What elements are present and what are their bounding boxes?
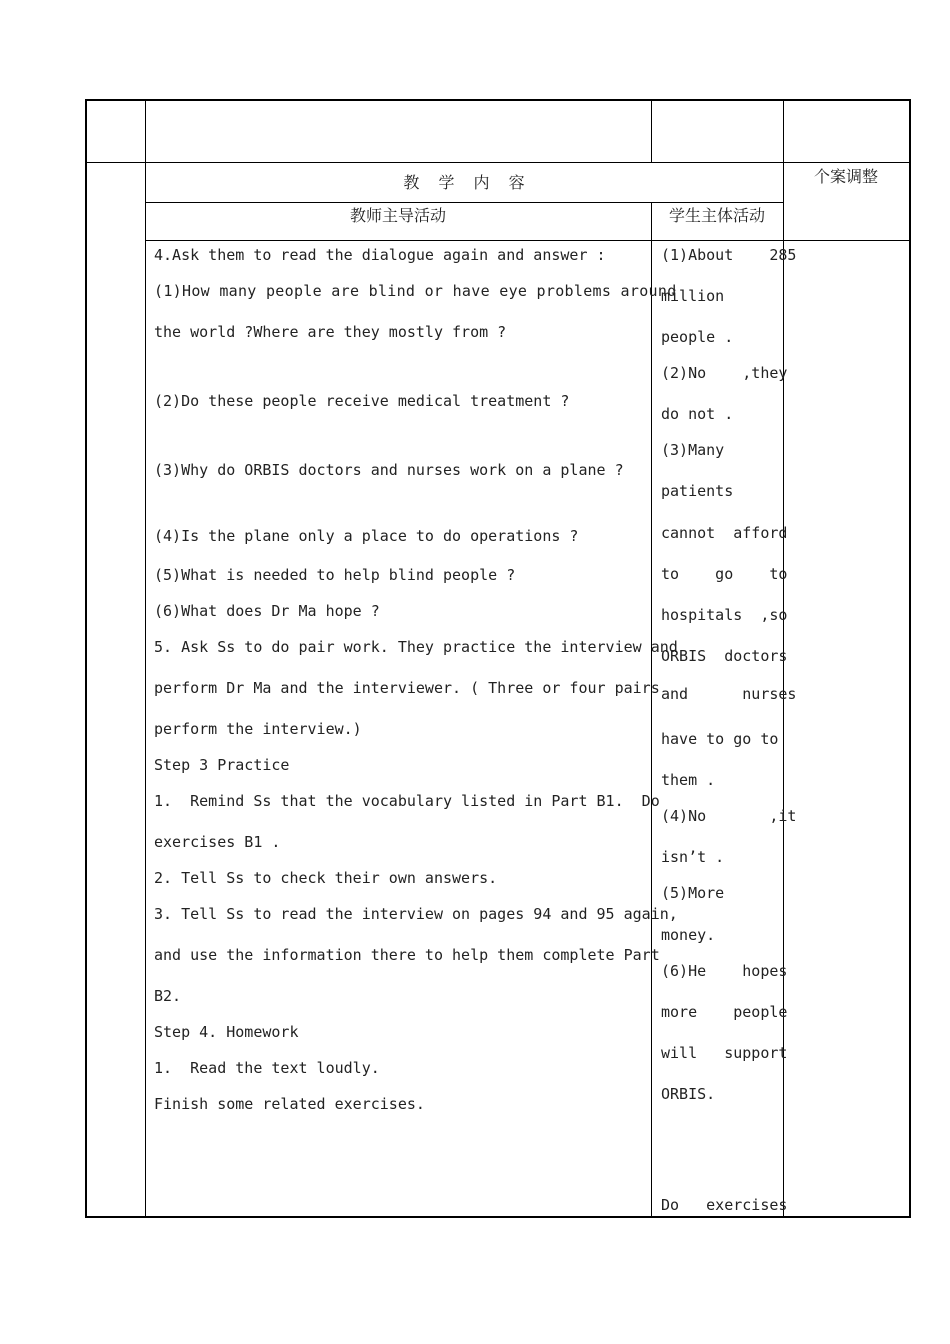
student-line: ORBIS doctors <box>661 647 788 665</box>
case-adjust-header: 个案调整 <box>814 167 879 186</box>
student-line: will support <box>661 1044 788 1062</box>
table-border-top <box>85 99 911 101</box>
student-line: patients <box>661 482 734 500</box>
teacher-line: Step 4. Homework <box>154 1023 299 1041</box>
student-line: isn’t . <box>661 848 725 866</box>
teacher-line: Step 3 Practice <box>154 756 290 774</box>
teacher-line: 5. Ask Ss to do pair work. They practice the interview and <box>154 638 678 656</box>
teacher-line: 1. Remind Ss that the vocabulary listed in Part B1. Do <box>154 792 660 810</box>
student-line: (5)More <box>661 884 725 902</box>
teacher-line: (1)How many people are blind or have eye problems around <box>154 282 677 300</box>
student-line: (4)No ,it <box>661 807 797 825</box>
teacher-line: (3)Why do ORBIS doctors and nurses work on a plane ? <box>154 461 624 479</box>
teacher-line: (4)Is the plane only a place to do operations ? <box>154 527 579 545</box>
teacher-line: 3. Tell Ss to read the interview on pages 94 and 95 again, <box>154 905 678 923</box>
student-line: million <box>661 287 725 305</box>
student-line: them . <box>661 771 716 789</box>
teacher-line: B2. <box>154 987 182 1005</box>
row-divider-1 <box>85 162 911 163</box>
teacher-line: 1. Read the text loudly. <box>154 1059 380 1077</box>
row-divider-3 <box>145 240 911 241</box>
teacher-line: 4.Ask them to read the dialogue again and answer : <box>154 246 606 264</box>
student-line: (3)Many <box>661 441 725 459</box>
content-title: 教 学 内 容 <box>403 173 525 192</box>
student-line: (1)About 285 <box>661 246 797 264</box>
teacher-line: the world ?Where are they mostly from ? <box>154 323 507 341</box>
teacher-line: 2. Tell Ss to check their own answers. <box>154 869 498 887</box>
teacher-line: (6)What does Dr Ma hope ? <box>154 602 380 620</box>
teacher-line: and use the information there to help them complete Part <box>154 946 660 964</box>
teacher-line: Finish some related exercises. <box>154 1095 425 1113</box>
table-border-right <box>909 99 911 1218</box>
student-line: more people <box>661 1003 788 1021</box>
student-line: do not . <box>661 405 734 423</box>
student-line: and nurses <box>661 685 797 703</box>
table-border-left <box>85 99 87 1218</box>
row-divider-2 <box>145 202 783 203</box>
student-line: people . <box>661 328 734 346</box>
student-line: ORBIS. <box>661 1085 716 1103</box>
teacher-line: exercises B1 . <box>154 833 281 851</box>
student-line: to go to <box>661 565 788 583</box>
student-line: (2)No ,they <box>661 364 788 382</box>
student-line: (6)He hopes <box>661 962 788 980</box>
student-line: Do exercises <box>661 1196 788 1214</box>
teacher-activity-header: 教师主导活动 <box>349 206 446 225</box>
teacher-line: (5)What is needed to help blind people ? <box>154 566 516 584</box>
column-divider-2-top <box>651 99 652 163</box>
teacher-line: (2)Do these people receive medical treatment ? <box>154 392 570 410</box>
student-activity-header: 学生主体活动 <box>668 206 765 225</box>
student-line: have to go to <box>661 730 779 748</box>
column-divider-2-body <box>651 202 652 1218</box>
student-line: hospitals ,so <box>661 606 788 624</box>
student-line: money. <box>661 926 716 944</box>
student-line: cannot afford <box>661 524 788 542</box>
column-divider-1 <box>145 99 146 1218</box>
teacher-line: perform the interview.) <box>154 720 362 738</box>
teacher-line: perform Dr Ma and the interviewer. ( Three or four pairs <box>154 679 660 697</box>
table-border-bottom <box>85 1216 911 1218</box>
